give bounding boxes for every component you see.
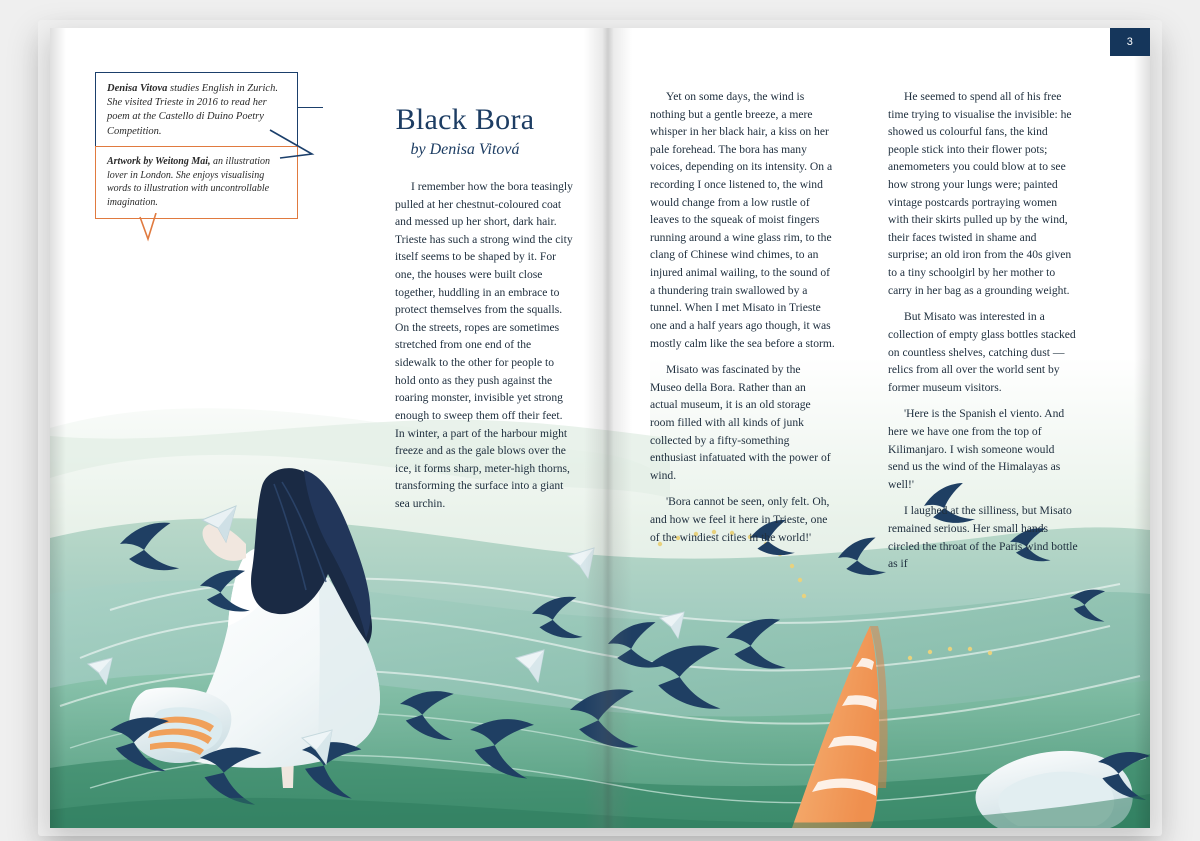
article-header <box>360 103 570 159</box>
body-column-2 <box>650 88 835 555</box>
page-edge-right <box>1134 28 1150 828</box>
author-bio-pointer <box>268 128 328 172</box>
illustrator-bio-lead: Artwork by Weitong Mai, <box>107 156 211 167</box>
paragraph: Misato was fascinated by the Museo della Bora. Rather than an actual museum, it is an old storage room filled with all kinds of junk collected by a fifty-something enthusiast infatuated with the power of wind. <box>650 363 831 482</box>
illustrator-bio-text: an illustration lover in London. She enjoys visualising words to illustration with uncontrollable imagination. <box>107 156 270 208</box>
article-byline: by Denisa Vitová <box>410 141 520 158</box>
paragraph: He seemed to spend all of his free time trying to visualise the invisible: he showed us colourful fans, the kind people stick into their flower pots; anemometers you could blow at to see how strong your lungs were; painted vintage postcards portraying women with their skirts pulled up by the wind, their faces twisted in shame and surprise; an old iron from the 40s given to a tiny schoolgirl by her mother to carry in her bag as a grounding weight. <box>888 90 1072 297</box>
author-bio-text: studies English in Zurich. She visited Trieste in 2016 to read her poem at the Castello di Duino Poetry Competition. <box>107 83 278 137</box>
author-bio-lead: Denisa Vitova <box>107 83 168 94</box>
paragraph: 'Bora cannot be seen, only felt. Oh, and how we feel it here in Trieste, one of the windiest cities in the world!' <box>650 495 830 544</box>
paragraph: I remember how the bora teasingly pulled at her chestnut-coloured coat and messed up her short, dark hair. Trieste has such a strong wind the city itself seems to be shaped by it. For one, the houses were built close together, huddling in an embrace to protect themselves from the squalls. On the streets, ropes are sometimes stretched from one end of the sidewalk to the other for people to hold onto as they push against the roaring monster, invisible yet strong enough to sweep them off their feet. In winter, a part of the harbour might freeze and as the gale blows over the ice, it forms sharp, meter-high thorns, transforming the surface into a giant sea urchin. <box>395 180 573 510</box>
body-column-3 <box>888 88 1078 582</box>
page-number-badge: 3 <box>1110 28 1150 56</box>
article-title: Black Bora <box>395 103 535 136</box>
paragraph: 'Here is the Spanish el viento. And here we have one from the top of Kilimanjaro. I wish someone would send us the wind of the Himalayas as well!' <box>888 407 1065 491</box>
page-edge-left <box>50 28 66 828</box>
paragraph: But Misato was interested in a collection of empty glass bottles stacked on countless shelves, catching dust — relics from all over the world sent by former museum visitors. <box>888 310 1076 394</box>
body-column-1 <box>395 178 573 522</box>
paragraph: Yet on some days, the wind is nothing but a gentle breeze, a mere whisper in her black hair, a kiss on her pale forehead. The bora has many voices, depending on its intensity. On a recording I once listened to, the wind would change from a low rustle of leaves to the squeak of moist fingers running around a wine glass rim, to the clang of Chinese wind chimes, to an injured animal wailing, to the sound of a thundering train swallowed by a tunnel. When I met Misato in Trieste one and a half years ago though, it was mostly calm like the sea before a storm. <box>650 90 835 350</box>
illustrator-bio-pointer <box>138 213 178 243</box>
paragraph: I laughed at the silliness, but Misato remained serious. Her small hands circled the throat of the Paris wind bottle as if <box>888 504 1078 571</box>
